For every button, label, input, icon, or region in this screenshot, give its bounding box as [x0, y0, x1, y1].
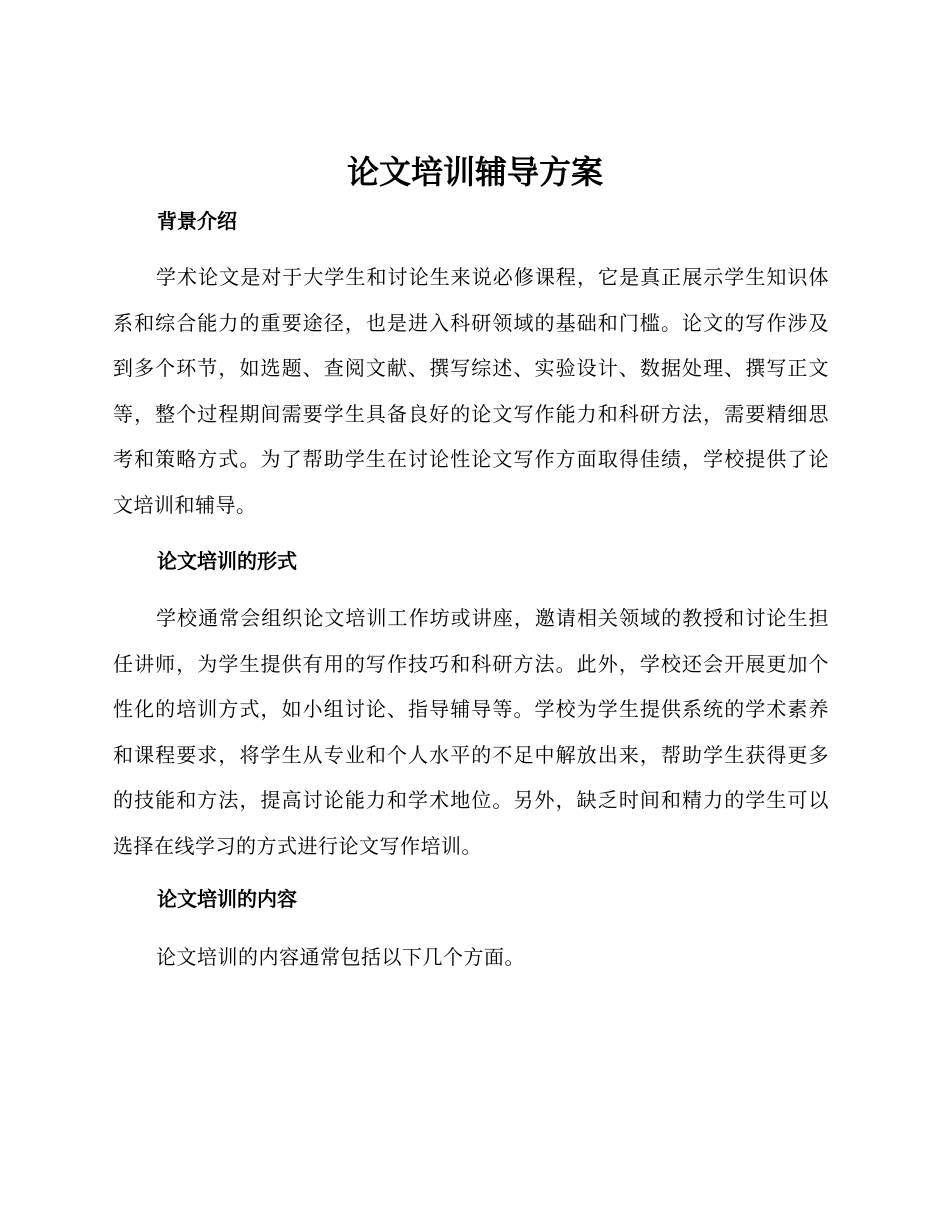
- document-title: 论文培训辅导方案: [346, 153, 603, 191]
- section-paragraph-training-content: 论文培训的内容通常包括以下几个方面。: [156, 945, 525, 969]
- section-paragraph-training-format: 学校通常会组织论文培训工作坊或讲座，邀请相关领域的教授和讨论生担任讲师，为学生提供有用的写作技巧和科研方法。此外，学校还会开展更加个性化的培训方式，如小组讨论、指导辅导等。学校为学生提供系统的学术素养和课程要求，将学生从专业和个人水平的不足中解放出来，帮助学生获得更多的技能和方法，提高讨论能力和学术地位。另外，缺乏时间和精力的学生可以选择在线学习的方式进行论文写作培训。: [113, 606, 829, 858]
- section-heading-background: 背景介绍: [157, 209, 237, 233]
- section-paragraph-background: 学术论文是对于大学生和讨论生来说必修课程，它是真正展示学生知识体系和综合能力的重要途径，也是进入科研领域的基础和门槛。论文的写作涉及到多个环节，如选题、查阅文献、撰写综述、实验设计、数据处理、撰写正文等，整个过程期间需要学生具备良好的论文写作能力和科研方法，需要精细思考和策略方式。为了帮助学生在讨论性论文写作方面取得佳绩，学校提供了论文培训和辅导。: [113, 265, 829, 517]
- section-heading-training-content: 论文培训的内容: [157, 887, 297, 911]
- section-heading-training-format: 论文培训的形式: [157, 549, 297, 573]
